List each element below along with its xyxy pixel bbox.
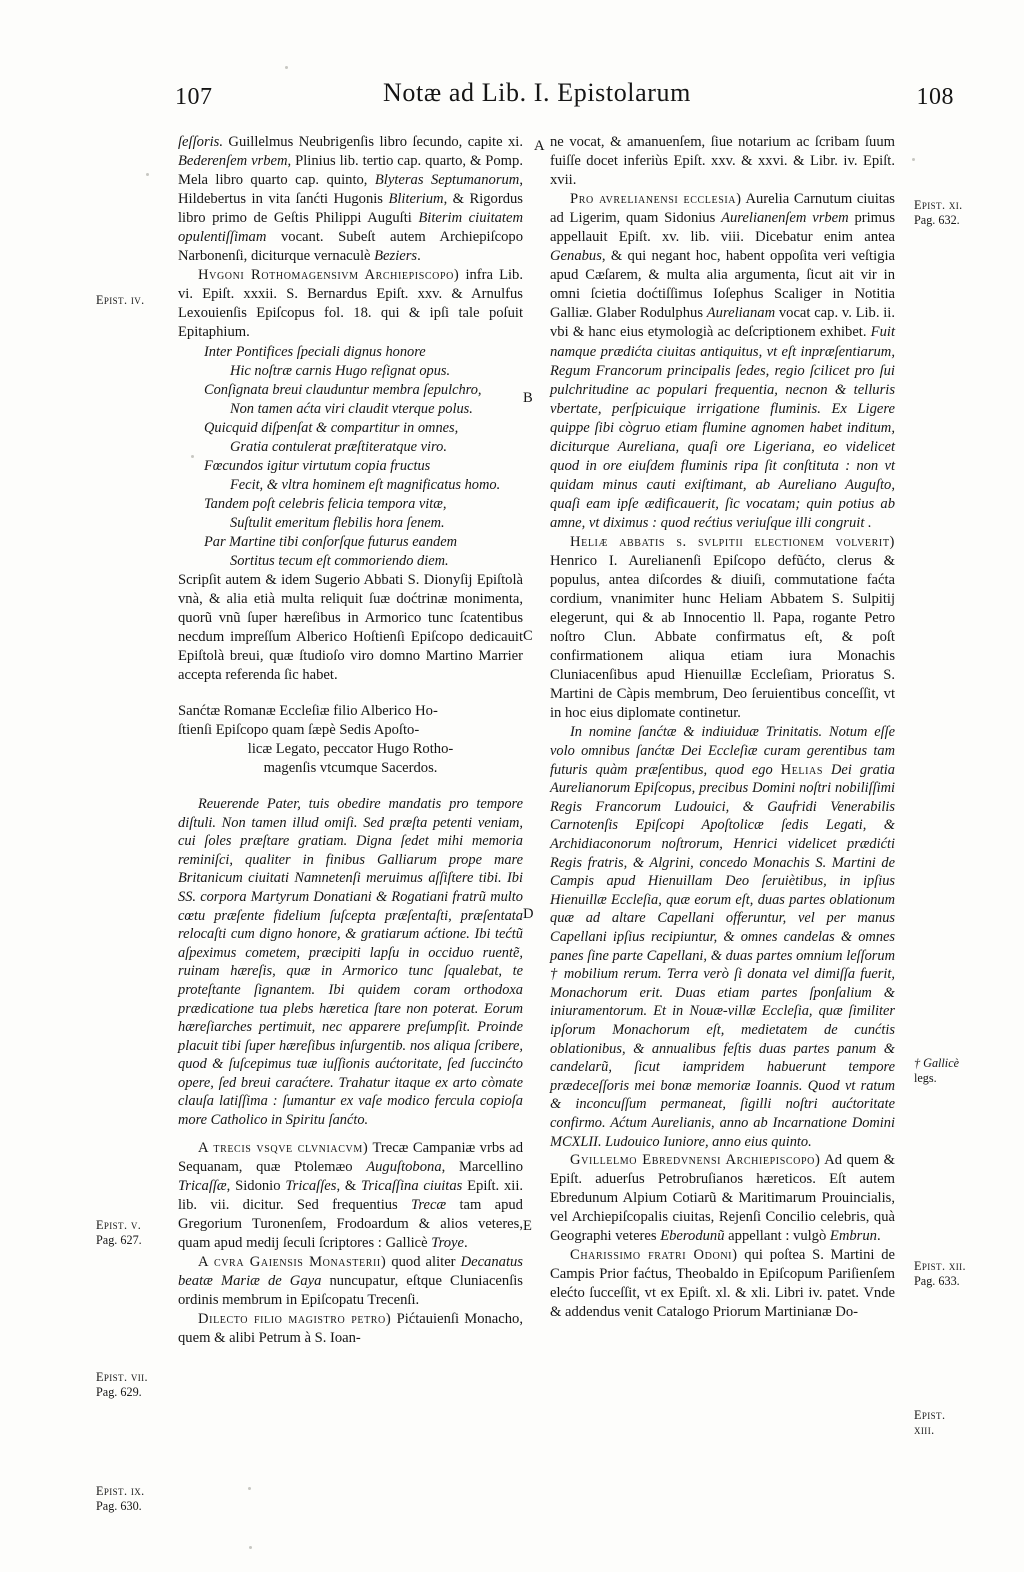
margin-note-epist-xii bbox=[914, 1259, 1014, 1289]
place-name-troye: Troye bbox=[431, 1234, 464, 1251]
margin-note-epist-ix bbox=[96, 1484, 196, 1514]
margin-note-page: Pag. 627. bbox=[96, 1233, 142, 1248]
verse-line: Inter Pontifices ſpeciali dignus honore bbox=[204, 343, 426, 360]
verse-line: Fecit, & vltra hominem eſt magnificatus homo. bbox=[230, 476, 501, 493]
verse-line: Par Martine tibi conſorſque futurus eandem bbox=[204, 533, 458, 550]
place-name-tricasses: Tricaſſes bbox=[285, 1177, 337, 1194]
charter-name-helias: Helias bbox=[780, 761, 824, 778]
text-run: infra Lib. vi. Epiſt. xxxii. S. Bernardus Epiſt. xxv. & Arnulfus Lexouienſis Epiſcopus fol. 18. qui & ipſi tale poſuit Epitaphium. bbox=[178, 267, 523, 341]
lemma-heading-guillelmo: Gvillelmo Ebredvnensi Archiepiscopo) bbox=[570, 1152, 821, 1169]
verse-line: Tandem poſt celebris felicia tempora vitæ, bbox=[204, 495, 447, 512]
margin-note-page: Pag. 633. bbox=[914, 1274, 960, 1289]
scan-speck bbox=[249, 1546, 252, 1549]
place-name-aurelianam: Aurelianam bbox=[706, 305, 776, 322]
verse-line: Fœcundos igitur virtutum copia fructus bbox=[204, 457, 431, 474]
paragraph-heliae bbox=[550, 533, 895, 723]
margin-note-gloss-2: legs. bbox=[914, 1071, 937, 1086]
place-name-eberodunum: Eberodunũ bbox=[660, 1228, 725, 1245]
place-name-augustobona: Auguſtobona bbox=[366, 1158, 442, 1175]
paragraph-dilecto bbox=[178, 1310, 523, 1348]
letter-salutation bbox=[178, 702, 523, 778]
verse-line: Non tamen aćta viri claudit vterque polus. bbox=[230, 400, 473, 417]
paragraph-hugoni bbox=[178, 266, 523, 342]
place-name-tricassina: Tricaſſina ciuitas bbox=[361, 1177, 463, 1194]
lemma-heading-trecis: A trecis vsqve clvniacvm) bbox=[198, 1139, 369, 1156]
text-run: Epiſt. xii. lib. vii. dicitur. Sed frequentius bbox=[178, 1177, 524, 1213]
verse-line: Hic noſtræ carnis Hugo reſignat opus. bbox=[230, 362, 451, 379]
scan-speck bbox=[285, 66, 288, 69]
gutter-letter-d: D bbox=[523, 906, 534, 922]
margin-note-label: Epist. iv. bbox=[96, 293, 145, 307]
text-run: appellant : vulgò bbox=[724, 1228, 830, 1245]
text-run: vocat cap. v. Lib. ii. vbi & hanc eius etymologià ac deſcriptionem exhibet. bbox=[550, 305, 895, 341]
text-run: , Hildebertus in vita ſanćti Hugonis bbox=[178, 172, 523, 208]
text-run: . bbox=[464, 1234, 468, 1251]
place-name-tricassae: Tricaſſæ bbox=[178, 1177, 227, 1194]
text-run: Henrico I. Aurelianenſi Epiſcopo defũćto, clerus & populus, antea diſcordes & diuiſi, commutatione faćta cordium, vnanimiter hunc Heliam Abbatem S. Sulpitij elegerunt, qui & ab Innocentio ll. Papa, rogante Petro noſtro Clun. Abbate confirmatus eſt, & poſt confirmationem aliqua etiam iura Monachis Cluniacenſibus apud Hienuillæ Eccleſiam, Prioratus S. Martini de Càpis membrum, Deo ſeruientibus conceſſit, vt in hoc eius diplomate continetur. bbox=[550, 553, 895, 722]
scan-speck bbox=[248, 1487, 251, 1490]
text-run: quod aliter bbox=[386, 1253, 461, 1270]
gutter-letter-c: C bbox=[523, 628, 533, 644]
text-run: tam apud Gregorium Turonenſem, Frodoardum & alios veteres, quam apud medij ſeculi ſcriptores : Gallicè bbox=[178, 1196, 523, 1251]
paragraph-scripsit: Scripſit autem & idem Sugerio Abbati S. Dionyſij Epiſtolà vnà, & alia etià multa reliquit ſuæ doćtrinæ monimenta, quorũ vnũ ſuper hæreſibus in Armorico tunc ſcatentibus necdum impreſſum Alberico Hoſtienſi Epiſcopo dedicauit Epiſtolà breui, quæ ſtudioſo viro domno Martino Marrier accepta referenda ſic habet. bbox=[178, 571, 523, 683]
margin-note-gloss: † Gallicè bbox=[914, 1056, 960, 1070]
spacer bbox=[178, 778, 523, 795]
text-run: Trecæ Campaniæ vrbs ad Sequanam, quæ Ptolemæo bbox=[178, 1139, 524, 1175]
margin-note-label-2: xiii. bbox=[914, 1423, 935, 1438]
paragraph-trecis bbox=[178, 1139, 523, 1253]
verse-line: Sortitus tecum eſt commoriendo diem. bbox=[230, 552, 449, 569]
text-run: , & qui negant hoc, habent oppoſita veri veſtigia apud Cæſarem, & multa alia argumenta, ſicut ait vir in omni ſcietia doćtiſſimus Ioſephus Scaliger in Notitia Galliæ. Glaber Rodulphus bbox=[550, 248, 895, 322]
place-name-blyteras: Blyteras Septumanorum bbox=[374, 172, 520, 189]
verse-line: Quicquid diſpenſat & compartitur in omnes, bbox=[204, 419, 459, 436]
lemma-heading-cvra: A cvra Gaiensis Monasterii) bbox=[198, 1253, 387, 1270]
catchword-lead: ſeſſoris. bbox=[178, 134, 223, 150]
scan-speck bbox=[146, 173, 149, 176]
place-name-aurelianensem: Aurelianenſem vrbem bbox=[721, 210, 849, 227]
margin-note-page: Pag. 629. bbox=[96, 1385, 142, 1400]
column-left bbox=[178, 133, 523, 1348]
text-run: , & Rigordus libro primo de Geſtis Philippi Auguſti bbox=[178, 191, 523, 227]
column-right bbox=[550, 133, 895, 1323]
text-run: Aurelia Carnutum ciuitas ad Ligerim, quam Sidonius bbox=[550, 191, 895, 227]
text-run: qui poſtea S. Martini de Campis Prior faćtus, Theobaldo in Epiſcopum Pariſienſem elećto ſucceſſit, vt ex Epiſt. xl. & xli. Libri iv. patet. Vnde & addendus venit Catalogo Priorum Martinianæ Do- bbox=[550, 1247, 895, 1321]
lemma-heading-charissimo: Charissimo fratri Odoni) bbox=[570, 1247, 738, 1264]
margin-note-label: Epist. xi. bbox=[914, 198, 963, 212]
paragraph-ne-vocat: ne vocat, & amanuenſem, ſiue notarium ac ſcribam ſuum fuiſſe docet inferiùs Epiſt. xxv. & xxvi. & Libr. iv. Epiſt. xvii. bbox=[550, 134, 895, 189]
running-head bbox=[120, 78, 954, 124]
gutter-letter-a: A bbox=[534, 138, 545, 154]
charter-diploma bbox=[550, 723, 895, 1151]
lemma-heading-heliae: Heliæ abbatis s. svlpitii electionem volverit) bbox=[570, 533, 895, 550]
margin-note-gallice bbox=[914, 1056, 1014, 1086]
salutation-line: licæ Legato, peccator Hugo Rotho- bbox=[247, 740, 454, 757]
margin-note-label: Epist. ix. bbox=[96, 1484, 145, 1498]
margin-note-label: Epist. vii. bbox=[96, 1370, 148, 1384]
salutation-line: magenſis vtcumque Sacerdos. bbox=[263, 759, 438, 776]
text-run: Ad quem & Epiſt. aduerſus Petrobruſianos hæreticos. Eſt autem Ebredunum Alpium Cotiarũ & Maritimarum Prouincialis, vel Archiepiſcopalis ciuitas, Rejenſi Concilio celebris, quà Geographi veteres bbox=[550, 1152, 895, 1245]
lemma-heading-hugoni: Hvgoni Rothomagensivm Archiepiscopo) bbox=[198, 267, 460, 284]
gutter-letter-e: E bbox=[523, 1218, 532, 1234]
margin-note-page: Pag. 630. bbox=[96, 1499, 142, 1514]
spacer bbox=[178, 685, 523, 702]
salutation-line: Sanćtæ Romanæ Eccleſiæ filio Alberico Ho- bbox=[178, 702, 438, 719]
place-name-genabus: Genabus bbox=[550, 248, 602, 265]
text-run: , & bbox=[336, 1177, 362, 1194]
spacer bbox=[178, 1130, 523, 1139]
epitaph-verse bbox=[178, 343, 523, 571]
verse-line: Gratia contulerat præſtiteratque viro. bbox=[230, 438, 447, 455]
place-name-beziers: Beziers bbox=[374, 248, 418, 265]
folio-number-left: 107 bbox=[175, 84, 213, 110]
text-run: primus appellauit Epiſt. xv. lib. viii. Dicebatur enim antea bbox=[550, 210, 896, 246]
text-run: Pićtauienſi Monacho, quem & alibi Petrum à S. Ioan- bbox=[178, 1311, 524, 1347]
letter-body: Reuerende Pater, tuis obedire mandatis pro tempore diſtuli. Non tamen illud omiſi. Sed præſta petenti veniam, cui ſoles præſtare gratiam. Digna ſedet mihi memoria reminiſci, qualiter in finibus Galliarum prope mare Britanicum ciuitati Namnetenſi meruimus aſſiſtere tibi. Ibi SS. corpora Martyrum Donatiani & Rogatiani fratrũ multo cœtu præſente fidelium ſuſcepta præſentaſti, præſentata relocaſti cum digno honore, & gratiarum aćtione. Ibi tećtũ aſpeximus cometem, præcipiti lapſu in occiduo ruentẽ, ruinam hæreſis, quæ in Armorico tunc ſqualebat, te proteſtante ſignantem. Ibi quidem coram orthodoxa prædicatione tua plebs hæretica ſtare non poterat. Eorum hæreſiarches pertimuit, nec apparere preſumpſit. Proinde placuit tibi ſuper hæreſibus inſurgentib. nos aliqua ſcribere, quod & ſuſcepimus tuæ iuſſionis aućtoritate, ſed ſuccinćto opere, ſed breui caraćtere. Trahatur itaque ex arto còmate clauſa latiſſima : ſumantur ex vaſe modico fercula copioſa more Catholico in Spiritu ſanćto. bbox=[178, 795, 523, 1129]
place-name-gaya: Decanatus beatæ Mariæ de Gaya bbox=[178, 1253, 523, 1289]
lemma-heading-dilecto: Dilecto filio magistro petro) bbox=[198, 1311, 392, 1328]
charter-text-1: In nomine ſanćtæ & indiuiduæ Trinitatis. Notum eſſe volo omnibus ſanćtæ Dei Eccleſiæ curam gerentibus tam futuris quàm præſentibus, quod ego bbox=[550, 724, 895, 778]
margin-note-label: Epist. bbox=[914, 1408, 946, 1422]
lemma-heading-aurelianensi: Pro avrelianensi ecclesia) bbox=[570, 191, 742, 208]
paragraph-charissimo bbox=[550, 1246, 895, 1322]
text-run: nuncupatur, eſtque Cluniacenſis ordinis membrum in Epiſcopatu Trecenſi. bbox=[178, 1273, 523, 1309]
text-run: vocant. Subeſt autem Archiepiſcopo Narbonenſi, diciturque vernaculè bbox=[178, 229, 523, 265]
text-run: , Sidonio bbox=[226, 1177, 286, 1194]
paragraph-aurelianensi bbox=[550, 190, 895, 533]
margin-note-epist-xiii bbox=[914, 1408, 1014, 1438]
margin-note-epist-xi bbox=[914, 198, 1014, 228]
paragraph-bederensem bbox=[178, 133, 523, 266]
gutter-letter-b: B bbox=[523, 390, 533, 406]
quoted-passage-glaber: Fuit namque prædićta ciuitas antiquitus, vt eſt inpræſentiarum, Regum Francorum principalis ſedes, regio ſcilicet pro ſui pulchritudine ac populari frequentia, necnon & telluris vbertate, perſpicuique irrigatione fluminis. Ex Ligere quippe ſibi cògruo etiam flumine agnomen habet inditum, diciturque Aureliana, quaſi ore Ligeriana, eo videlicet quod in ore eiuſdem fluminis ripa ſit conſtituta : non vt quidam minus cauti exiſtimant, ab Aureliano Auguſto, quaſi eam ipſe ædificauerit, ſic vocatam; quin potius ab amne, vt diximus : quod rećtius veriuſque illi congruit . bbox=[550, 324, 895, 531]
salutation-line: ſtienſi Epiſcopo quam ſæpè Sedis Apoſto- bbox=[178, 721, 420, 738]
place-name-embrun: Embrun bbox=[829, 1228, 877, 1245]
margin-note-label: Epist. xii. bbox=[914, 1259, 966, 1273]
text-run: . bbox=[417, 248, 421, 265]
place-name-trecae: Trecæ bbox=[411, 1196, 447, 1213]
place-name-bederensem: Bederenſem vrbem bbox=[178, 153, 288, 170]
text-run: Guillelmus Neubrigenſis libro ſecundo, capite xi. bbox=[223, 134, 523, 150]
margin-note-page: Pag. 632. bbox=[914, 213, 960, 228]
margin-note-label: Epist. v. bbox=[96, 1218, 142, 1232]
scan-speck bbox=[912, 158, 915, 161]
paragraph-cvra-gaiensis bbox=[178, 1253, 523, 1310]
page-title: Notæ ad Lib. I. Epistolarum bbox=[383, 78, 691, 107]
charter-text-2: Dei gratia Aurelianorum Epiſcopus, precibus Domini noſtri nobiliſſimi Regis Francorum Ludouici, & Gaufridi Venerabilis Carnotenſis Epiſcopi Apoſtolicæ ſedis Legati, & Archidiaconorum noſtrorum, Henrici videlicet prædićti Regis fratris, & Algrini, concedo Monachis S. Martini de Campis apud Hienuillam Deo ſeruiètibus, in ipſius Hienuillæ Eccleſia, quæ eorum eſt, duas partes oblationum quæ ad altare Capellani offeruntur, vel per manus Capellani ipſius recipiuntur, & omnes candelas & omnes panes ſine parte Capellani, & duas partes omnium leſſorum † mobilium rerum. Terra verò ſi donata vel dimiſſa fuerit, Monachorum erit. Duas etiam partes ſponſalium & iniuramentorum. Et in Nouæ-villæ Eccleſia, quæ ſimiliter ipſorum Monachorum eſt, medietatem de cunćtis oblationibus, & annualibus feſtis duas partes panum & candelarũ, ſicut iampridem habuerunt tempore prædeceſſoris mei bonæ memoriæ Ioannis. Quod vt ratum & inconcuſſum permaneat, ſigilli noſtri aućtoritate confirmo. Aćtum Aurelianis, anno ab Incarnatione Domini MCXLII. Ludouico Iuniore, anno eius quinto. bbox=[550, 761, 895, 1150]
text-run: . bbox=[876, 1228, 881, 1245]
place-name-biterim: Biterim ciuitatem opulentiſſimam bbox=[178, 210, 523, 246]
folio-number-right: 108 bbox=[916, 84, 954, 110]
place-name-bliterium: Bliterium bbox=[388, 191, 444, 208]
paragraph-guillelmo bbox=[550, 1151, 895, 1246]
verse-line: Suſtulit emeritum flebilis hora ſenem. bbox=[230, 514, 445, 531]
text-run: , Marcellino bbox=[441, 1158, 523, 1175]
text-run: , Plinius lib. tertio cap. quarto, & Pomp. Mela libro quarto cap. quinto, bbox=[178, 153, 523, 189]
margin-note-epist-vii bbox=[96, 1370, 196, 1400]
verse-line: Conſignata breui clauduntur membra ſepulchro, bbox=[204, 381, 482, 398]
